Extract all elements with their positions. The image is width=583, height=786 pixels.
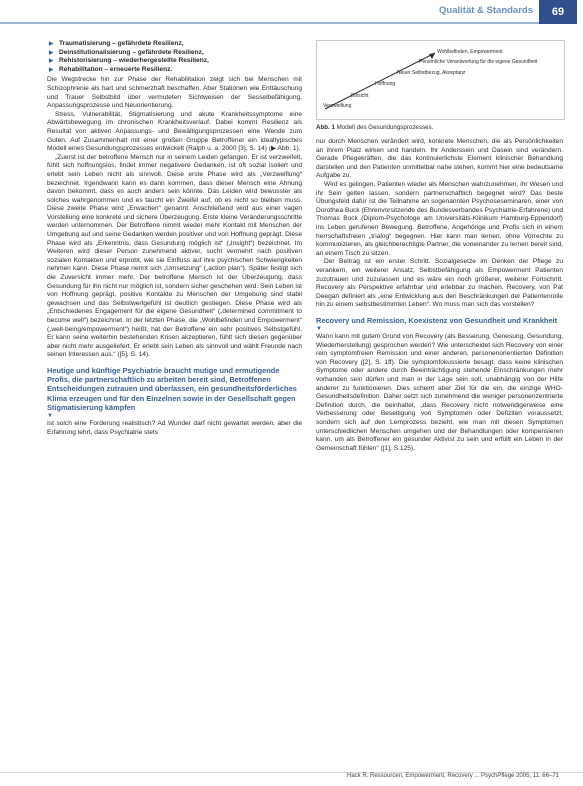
body-paragraph: Der Beitrag ist ein erster Schritt. Sozialgesetze im Denken der Pflege zu verankern, ein weiterer Ansatz, Selbstbefähigung als Empowerment Patienten zuzutrauen und zuzulassen und es wäre ein noch größerer, weiterer Fortschritt. Recovery als Perspektive erfahrbar und erlebbar zu machen. Recovery, von Pat Deegan definiert als „eine Entwicklung aus den Beschränkungen der Patientenrolle hin zu einem selbstbestimmten Leben“. Wo muss man sich das vorstellen? <box>316 258 563 309</box>
bullet-list <box>47 40 302 74</box>
list-item: ▶ Traumatisierung – gefährdete Resilienz, <box>47 40 302 49</box>
body-paragraph: nur durch Menschen verändert wird, konkrete Menschen, die als Persönlichkeiten an ihrem Platz wirken und handeln. Ihr Anderssein und Dasein sind verändern. Gerade Pflegekräften, die das kontinuierlichste Element klinischer Behandlung darstellen und den Patienten unmittelbar nahe stehen, kommt hier eine bedeutsame Aufgabe zu. <box>316 138 563 180</box>
caption-label: Abb. 1 <box>316 124 335 131</box>
right-column <box>316 138 563 453</box>
stage-label: Verzweiflung <box>323 103 352 109</box>
triangle-marker-icon: ▼ <box>47 412 53 419</box>
stage-label: Hoffnung <box>375 81 396 87</box>
section-title: Qualität & Standards <box>439 5 533 16</box>
body-paragraph: Stress, Vulnerabilität, Stigmatisierung und akute Krankheitssymptome eine Abwärtsbewegung im chronischen Krankheitsverlauf. Dabei kommt Resilienz als Resultat von aktiven Anpassungs- und Bewältigungsprozessen eine Wende zum Guten. Auf Zusammenhalt mit einer großen Gruppe Betroffener ein idealtypisches Modell eines Gesundungsprozesses entwickelt (Ralph u. a. 2000 [3], S. 14) (▶ Abb. 1). <box>47 110 302 153</box>
stage-label: Einsicht <box>351 93 369 99</box>
stage-label: Neuer Selbstbezug, Akzeptanz <box>397 70 466 76</box>
section-heading: Recovery und Remission, Koexistenz von Gesundheit und Krankheit <box>316 315 558 325</box>
body-paragraph: Wird es gelingen, Patienten wieder als Menschen wahrzunehmen, ihr Wesen und ihr Sein gelten lassen, sondern partnerschaftlich begegnet wird? Das beste Übungsfeld dafür ist die Teilnahme an sogenannten Psychoseseminaren, einer von Dorothea Buck (Ehrenvorsitzende des Bundesverbandes Psychiatrie-Erfahrene) und Thomas Bock (Diplom-Psychologe am Universitäts-Klinikum Hamburg-Eppendorf) ins Leben gerufenen Bewegung. Betroffene, Angehörige und Profis sich in einem herrschaftsfreien „trialog“ begegnen. Hier kann man lernen, ohne Vorrechte zu kommunizieren, als gleichberechtigte Partner, die voneinander zu lernen bereit sind, an einem Tisch zu sitzen. <box>316 180 563 257</box>
header-rule <box>0 22 540 24</box>
triangle-marker-icon: ▼ <box>316 326 322 333</box>
figure-recovery-model <box>316 40 565 120</box>
list-item: ▶ Rehistorisierung – wiederhergestellte Resilienz, <box>47 57 302 66</box>
body-paragraph: Wann kann mit gutem Grund von Recovery (als Besserung, Genesung, Gesundung, Wiederherstellung) gesprochen werden? Wie unterscheidet sich Recovery von einer rein symptomfreien Remission und einer anderen, personenorientierten Definition von Recovery ([2], S. 1ff). Die symptomfokussierte besagt, dass keine klinischen Symptome oder andere durch Beeinträchtigung stehende Einschränkungen mehr vorhanden sein dürfen und man in der Lage sein soll, unabhängig von der Hilfe anderer zu funktionieren. Dies scheint aber Ziel für die ein, die einzige WHO-Gesundheitsdefinition. Daher setzt sich zunehmend die weniger personenzentrierte Definition durch, die beinhaltet, „dass Recovery nicht notwendigerweise eine Verbesserung oder Beseitigung von Symptomen oder Defiziten voraussetzt, sondern sich auf den Lernprozess bezieht, wie man mit diesen Symptomen unterschiedlichen Menschen umgehen und der Behandlungen oder kompensieren kann, um als Betroffener ein gesunder Aktivist zu sein und erfüllt ein Leben in der Gemeinschaft fühlen“ ([1], S.125). <box>316 333 563 452</box>
body-paragraph: Die Wegstrecke hin zur Phase der Rehabilitation zeigt sich bei Menschen mit Schizophrenie als hart und schmerzhaft beschaffen. Aber Stationen wie Enttäuschung und Trauer Selbstbild über vermuteten Sichtweisen der Sesselbefähigung, Anpassungsprozesse und Neuorientierung. <box>47 76 302 110</box>
page-number: 69 <box>539 0 577 24</box>
body-paragraph: Ist solch eine Forderung realistisch? Ad Wunder darf nicht gewartet werden, aber die Erfahrung lehrt, dass Psychiatrie stets <box>47 419 302 436</box>
quote-paragraph: „Zuerst ist der betroffene Mensch nur in seinem Leiden gefangen. Er ist verzweifelt, fühlt sich hoffnungslos, findet immer negativere Gedanken, ist oft sozial isoliert und erlebt sein Leben nicht als sinnvoll. Diese erste Phase wird als „Verzweiflung“ bezeichnet. Irgendwann kann es dann kommen, dass dieser Mensch eine Ahnung davon bekommt, dass es auch anders sein könnte. Das Leiden wird bewusster als solches wahrgenommen und es taucht ein Zweifel auf, ob es nicht so bleiben muss. Diese zweite Phase wird „Erwachen“ genannt. Anschließend wird aus einer vagen Vorstellung eine konkrete und sichere Überzeugung. Erste kleine Veränderungsschritte werden unternommen. Der Betroffene nimmt wieder mehr Kontakt mit Menschen der Umgebung auf und seine Gedanken werden positiver und von Hoffnung geprägt. Diese Phase wird als „Erkenntnis, dass Gesundung möglich ist“ („Insight“) bezeichnet. Im Weiteren wird dieser Person zunehmend aktiver, sucht vermehrt nach positiven sozialen Kontakten und erprobt, wie sie Einfluss auf ihre psychischen Schwierigkeiten nehmen kann. Diese Phase nennt sich „Umsetzung“ („action plan“). Später festigt sich die Zuversicht immer mehr. Der betroffene Mensch ist der Überzeugung, dass Gesundung für ihn nicht nur möglich ist, sondern sicher geschehen wird. Sein Leben ist von Hoffnung geprägt, positive Kontakte zu Menschen der Umgebung sind stabil gewachsen und das Selbstwertgefühl ist deutlich gestiegen. Diese Phase wird als „Entschiedenes Engagement für die eigene Gesundheit“ („determined commitment to become well“) bezeichnet. In der letzten Phase, die „Wohlbefinden und Empowerment“ („well-being/empowerment“) heißt, hat der Betroffene ein sehr positives Selbstgefühl. Er kann seine weiterhin bestehenden Krisen akzeptieren, fühlt sich diesen gegenüber aber nicht mehr ausgeliefert. Er erlebt sein Leben als sinnvoll und wählt Freunde nach seinen Interessen aus.“ ([5], S. 14). <box>47 153 302 359</box>
left-column <box>47 40 302 437</box>
stage-label: Persönliche Verantwortung für die eigene Gesundheit <box>419 59 538 65</box>
list-item: ▶ Rehabilitation – erneuerte Resilienz. <box>47 66 302 75</box>
stage-label: Wohlbefinden, Empowerment <box>437 49 503 55</box>
figure-caption <box>316 124 565 132</box>
list-item: ▶ Deinstitutionalisierung – gefährdete Resilienz, <box>47 49 302 58</box>
highlight-heading: Heutige und künftige Psychiatrie braucht mutige und ermutigende Profis, die partnerschaftlich zu arbeiten bereit sind, Betroffenen Entscheidungen zutrauen und überlassen, ein gesundheitsförderliches Klima erzeugen und für den Einzelnen sowie in der Gesellschaft gegen Stigmatisierung kämpfen <box>47 365 297 412</box>
recovery-diagram <box>317 41 564 119</box>
page-header <box>0 0 583 26</box>
footer-citation: Hack R. Ressourcen, Empowerment, Recovery ... PsychPflege 2005; 11: 66–71 <box>347 773 559 779</box>
caption-text: Modell des Gesundungsprozesses. <box>336 124 434 131</box>
